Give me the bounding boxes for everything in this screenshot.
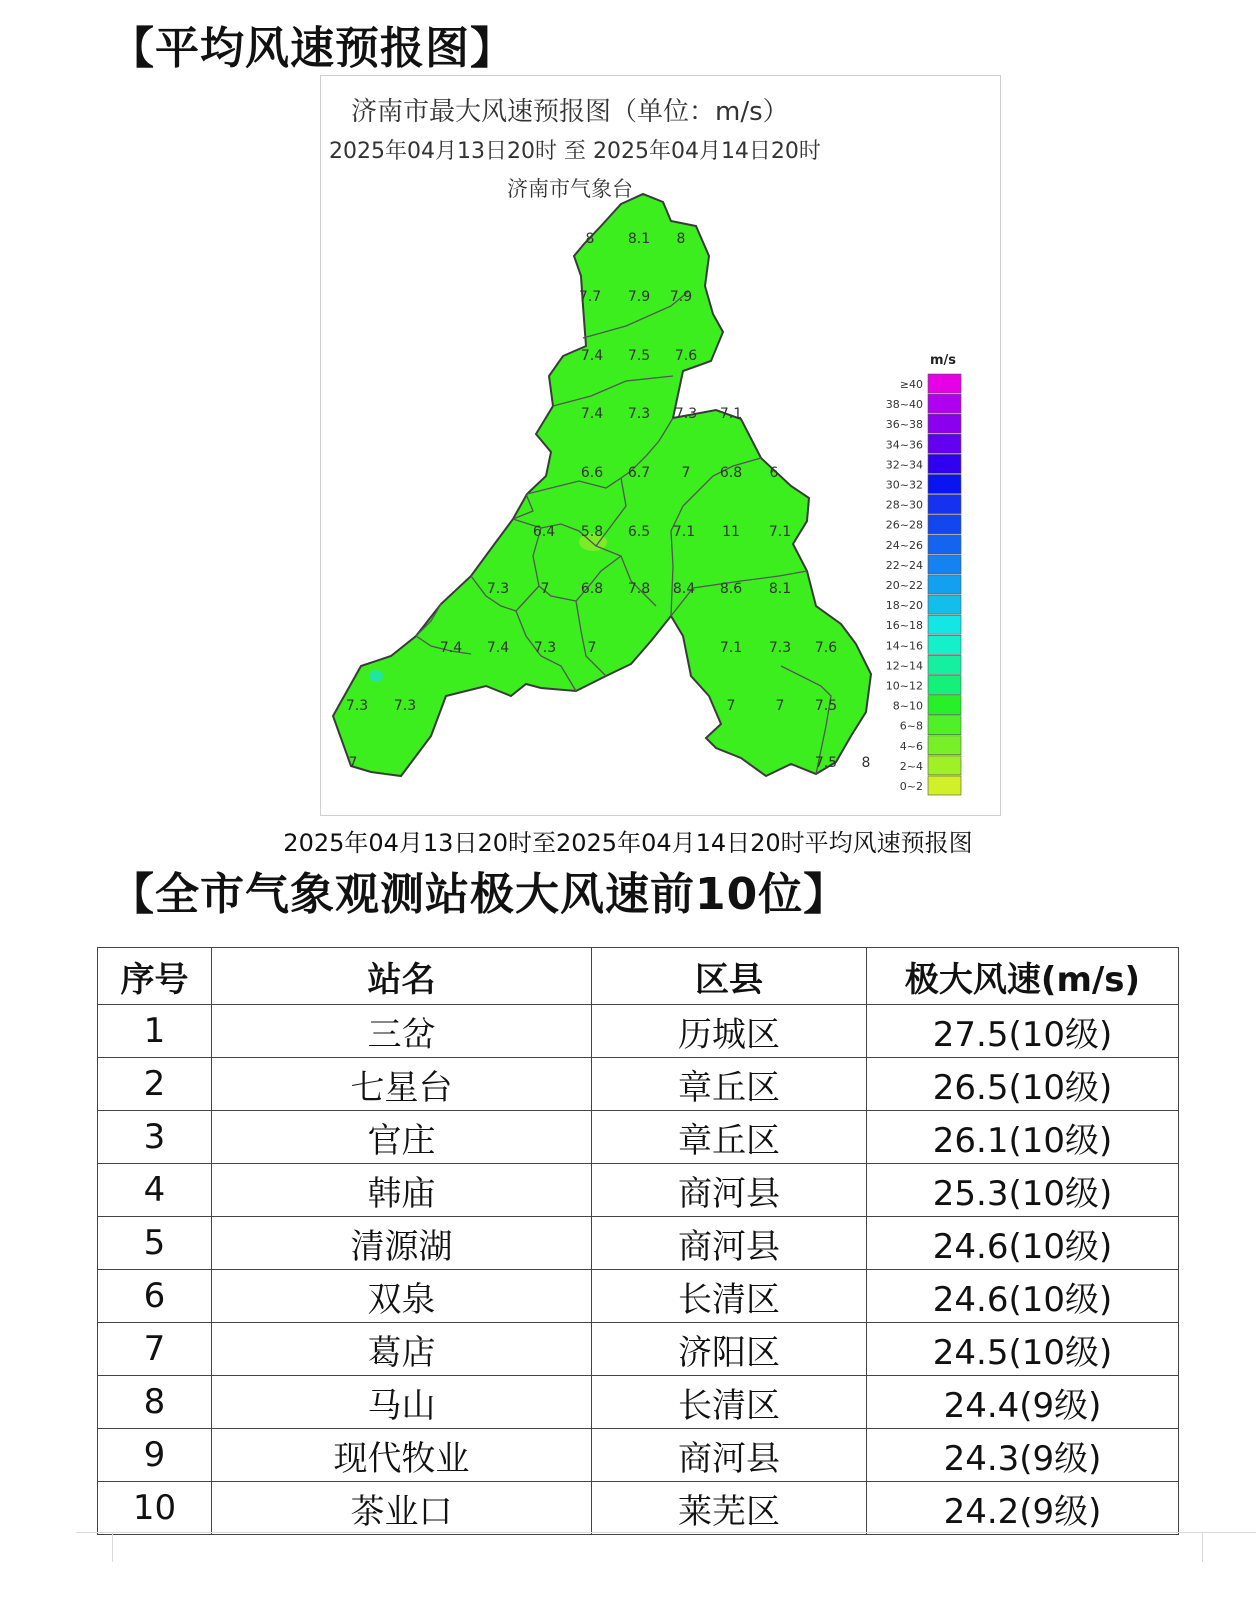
- cell-max-wind: 24.5(10级): [867, 1323, 1179, 1376]
- legend-label: 20~22: [885, 579, 923, 592]
- map-value-label: 6.4: [532, 524, 556, 540]
- page-bottom-rule: [76, 1532, 1256, 1533]
- header-max-wind: 极大风速(m/s): [867, 948, 1179, 1005]
- map-period: 2025年04月13日20时 至 2025年04月14日20时: [329, 139, 821, 164]
- legend-label: 4~6: [899, 739, 923, 753]
- map-value-label: 7.3: [393, 698, 417, 714]
- cell-rank: 4: [98, 1164, 212, 1217]
- legend-label: 24~26: [885, 538, 923, 552]
- legend-swatch: [928, 776, 961, 795]
- map-value-label: 7.4: [580, 348, 604, 364]
- cell-district: 章丘区: [592, 1111, 867, 1164]
- legend-unit: m/s: [929, 353, 957, 368]
- map-value-label: 7.8: [627, 581, 651, 597]
- map-value-label: 7.6: [814, 640, 838, 656]
- legend-swatch: [928, 696, 961, 715]
- cell-district: 商河县: [592, 1217, 867, 1270]
- header-station: 站名: [212, 948, 592, 1005]
- cell-max-wind: 24.4(9级): [867, 1376, 1179, 1429]
- map-value-label: 7.5: [627, 348, 651, 364]
- map-value-label: 7.3: [627, 406, 651, 422]
- map-value-label: 6: [769, 465, 779, 481]
- legend-swatch: [928, 736, 961, 755]
- map-value-label: 7.4: [580, 406, 604, 422]
- cell-station: 七星台: [212, 1058, 592, 1111]
- legend-label: 38~40: [885, 398, 923, 412]
- map-value-label: 7.3: [486, 581, 510, 597]
- legend-swatch: [928, 414, 961, 433]
- cell-district: 历城区: [592, 1005, 867, 1058]
- table-row: [98, 1376, 1179, 1429]
- cell-district: 莱芜区: [592, 1482, 867, 1535]
- legend-swatch: [928, 535, 961, 554]
- cell-max-wind: 25.3(10级): [867, 1164, 1179, 1217]
- map-caption: 2025年04月13日20时至2025年04月14日20时平均风速预报图: [283, 829, 973, 857]
- cell-max-wind: 27.5(10级): [867, 1005, 1179, 1058]
- map-value-label: 6.6: [580, 465, 604, 481]
- legend-swatch: [928, 676, 961, 695]
- map-value-label: 7.1: [672, 524, 696, 540]
- cell-station: 清源湖: [212, 1217, 592, 1270]
- map-value-label: 5.8: [580, 524, 604, 540]
- legend-label: 0~2: [899, 780, 923, 793]
- cell-station: 茶业口: [212, 1482, 592, 1535]
- cell-station: 韩庙: [212, 1164, 592, 1217]
- table-row: [98, 1005, 1179, 1058]
- legend-label: 2~4: [899, 759, 923, 773]
- legend-swatch: [928, 454, 961, 473]
- map-value-label: 8.4: [672, 581, 696, 597]
- legend-swatch: [928, 575, 961, 594]
- map-value-label: 6.8: [580, 581, 604, 597]
- map-value-label: 7.1: [719, 640, 743, 656]
- table-row: [98, 1270, 1179, 1323]
- cell-district: 济阳区: [592, 1323, 867, 1376]
- cell-rank: 1: [98, 1005, 212, 1058]
- cell-district: 章丘区: [592, 1058, 867, 1111]
- legend-label: 32~34: [885, 458, 923, 472]
- legend-swatch: [928, 756, 961, 775]
- legend-swatch: [928, 635, 961, 654]
- station-ranking-table: [97, 947, 1179, 1535]
- map-value-label: 8: [585, 231, 595, 247]
- map-value-label: 7.6: [674, 348, 698, 364]
- legend-label: 14~16: [885, 639, 923, 653]
- map-value-label: 7.9: [627, 289, 651, 305]
- map-value-label: 7.7: [578, 289, 602, 305]
- map-canvas: [321, 76, 1000, 815]
- map-value-label: 7.3: [768, 640, 792, 656]
- section-heading-average-wind: 【平均风速预报图】: [110, 23, 515, 74]
- cell-district: 长清区: [592, 1376, 867, 1429]
- map-value-label: 7.4: [439, 640, 463, 656]
- cell-max-wind: 24.6(10级): [867, 1270, 1179, 1323]
- table-row: [98, 1429, 1179, 1482]
- cell-district: 商河县: [592, 1429, 867, 1482]
- cell-district: 商河县: [592, 1164, 867, 1217]
- header-district: 区县: [592, 948, 867, 1005]
- map-value-label: 8.6: [719, 581, 743, 597]
- legend-label: 12~14: [885, 659, 923, 673]
- cell-station: 官庄: [212, 1111, 592, 1164]
- map-value-label: 8.1: [627, 231, 651, 247]
- map-value-label: 7: [587, 640, 597, 656]
- map-value-label: 7.9: [669, 289, 693, 305]
- legend-swatch: [928, 515, 961, 534]
- map-value-label: 11: [722, 524, 740, 540]
- cell-rank: 10: [98, 1482, 212, 1535]
- legend-swatch: [928, 716, 961, 735]
- map-value-label: 7.3: [345, 698, 369, 714]
- cell-rank: 3: [98, 1111, 212, 1164]
- cell-district: 长清区: [592, 1270, 867, 1323]
- legend-label: 6~8: [899, 719, 923, 733]
- cell-station: 双泉: [212, 1270, 592, 1323]
- map-value-label: 6.7: [627, 465, 651, 481]
- cell-station: 三岔: [212, 1005, 592, 1058]
- cell-max-wind: 26.1(10级): [867, 1111, 1179, 1164]
- map-value-label: 6.8: [719, 465, 743, 481]
- map-value-label: 7.3: [674, 406, 698, 422]
- cell-rank: 2: [98, 1058, 212, 1111]
- map-value-label: 6.5: [627, 524, 651, 540]
- map-value-label: 7.1: [719, 406, 743, 422]
- legend-label: 16~18: [885, 619, 923, 633]
- legend-label: 28~30: [885, 498, 923, 512]
- legend-label: 8~10: [892, 699, 923, 713]
- map-title: 济南市最大风速预报图（单位：m/s）: [351, 97, 789, 127]
- legend-label: 18~20: [885, 599, 923, 613]
- legend-label: 26~28: [885, 518, 923, 532]
- cell-station: 现代牧业: [212, 1429, 592, 1482]
- page-margin-mark-right: [1202, 1532, 1203, 1562]
- cell-rank: 6: [98, 1270, 212, 1323]
- teal-patch: [369, 670, 383, 682]
- map-value-label: 7.5: [814, 755, 838, 771]
- cell-rank: 9: [98, 1429, 212, 1482]
- map-source: 济南市气象台: [507, 177, 633, 201]
- legend-swatch: [928, 394, 961, 413]
- legend-label: 22~24: [885, 558, 923, 572]
- cell-station: 葛店: [212, 1323, 592, 1376]
- table-row: [98, 1058, 1179, 1111]
- map-value-label: 7.1: [768, 524, 792, 540]
- cell-rank: 5: [98, 1217, 212, 1270]
- legend-swatch: [928, 655, 961, 674]
- cell-max-wind: 24.3(9级): [867, 1429, 1179, 1482]
- table-row: [98, 1323, 1179, 1376]
- cell-rank: 7: [98, 1323, 212, 1376]
- legend: [886, 353, 961, 795]
- legend-swatch: [928, 495, 961, 514]
- map-value-label: 7: [726, 698, 736, 714]
- table-row: [98, 1164, 1179, 1217]
- page-margin-mark-left: [112, 1532, 113, 1562]
- legend-swatch: [928, 374, 961, 393]
- table-body: [98, 1005, 1179, 1535]
- map-value-label: 7.3: [533, 640, 557, 656]
- map-value-label: 8: [861, 755, 871, 771]
- map-value-label: 7.4: [486, 640, 510, 656]
- legend-label: 34~36: [885, 438, 923, 452]
- legend-label: 36~38: [885, 418, 923, 432]
- cell-rank: 8: [98, 1376, 212, 1429]
- table-row: [98, 1217, 1179, 1270]
- wind-forecast-map: [320, 75, 1001, 816]
- legend-swatch: [928, 595, 961, 614]
- map-value-label: 7: [681, 465, 691, 481]
- legend-label: 30~32: [885, 478, 923, 492]
- map-value-label: 8: [676, 231, 686, 247]
- map-value-label: 8.1: [768, 581, 792, 597]
- map-value-label: 7: [540, 581, 550, 597]
- legend-swatch: [928, 555, 961, 574]
- cell-station: 马山: [212, 1376, 592, 1429]
- legend-swatch: [928, 615, 961, 634]
- section-heading-station-ranking: 【全市气象观测站极大风速前10位】: [110, 869, 849, 920]
- table-row: [98, 1111, 1179, 1164]
- legend-swatch: [928, 475, 961, 494]
- map-value-label: 7: [775, 698, 785, 714]
- legend-label: 10~12: [885, 679, 923, 693]
- table-header-row: [98, 948, 1179, 1005]
- cell-max-wind: 26.5(10级): [867, 1058, 1179, 1111]
- cell-max-wind: 24.2(9级): [867, 1482, 1179, 1535]
- legend-swatch: [928, 434, 961, 453]
- map-value-label: 7: [348, 755, 358, 771]
- region-shape: [333, 194, 871, 776]
- table-row: [98, 1482, 1179, 1535]
- legend-label: ≥40: [899, 378, 923, 391]
- header-rank: 序号: [98, 948, 212, 1005]
- map-value-label: 7.5: [814, 698, 838, 714]
- cell-max-wind: 24.6(10级): [867, 1217, 1179, 1270]
